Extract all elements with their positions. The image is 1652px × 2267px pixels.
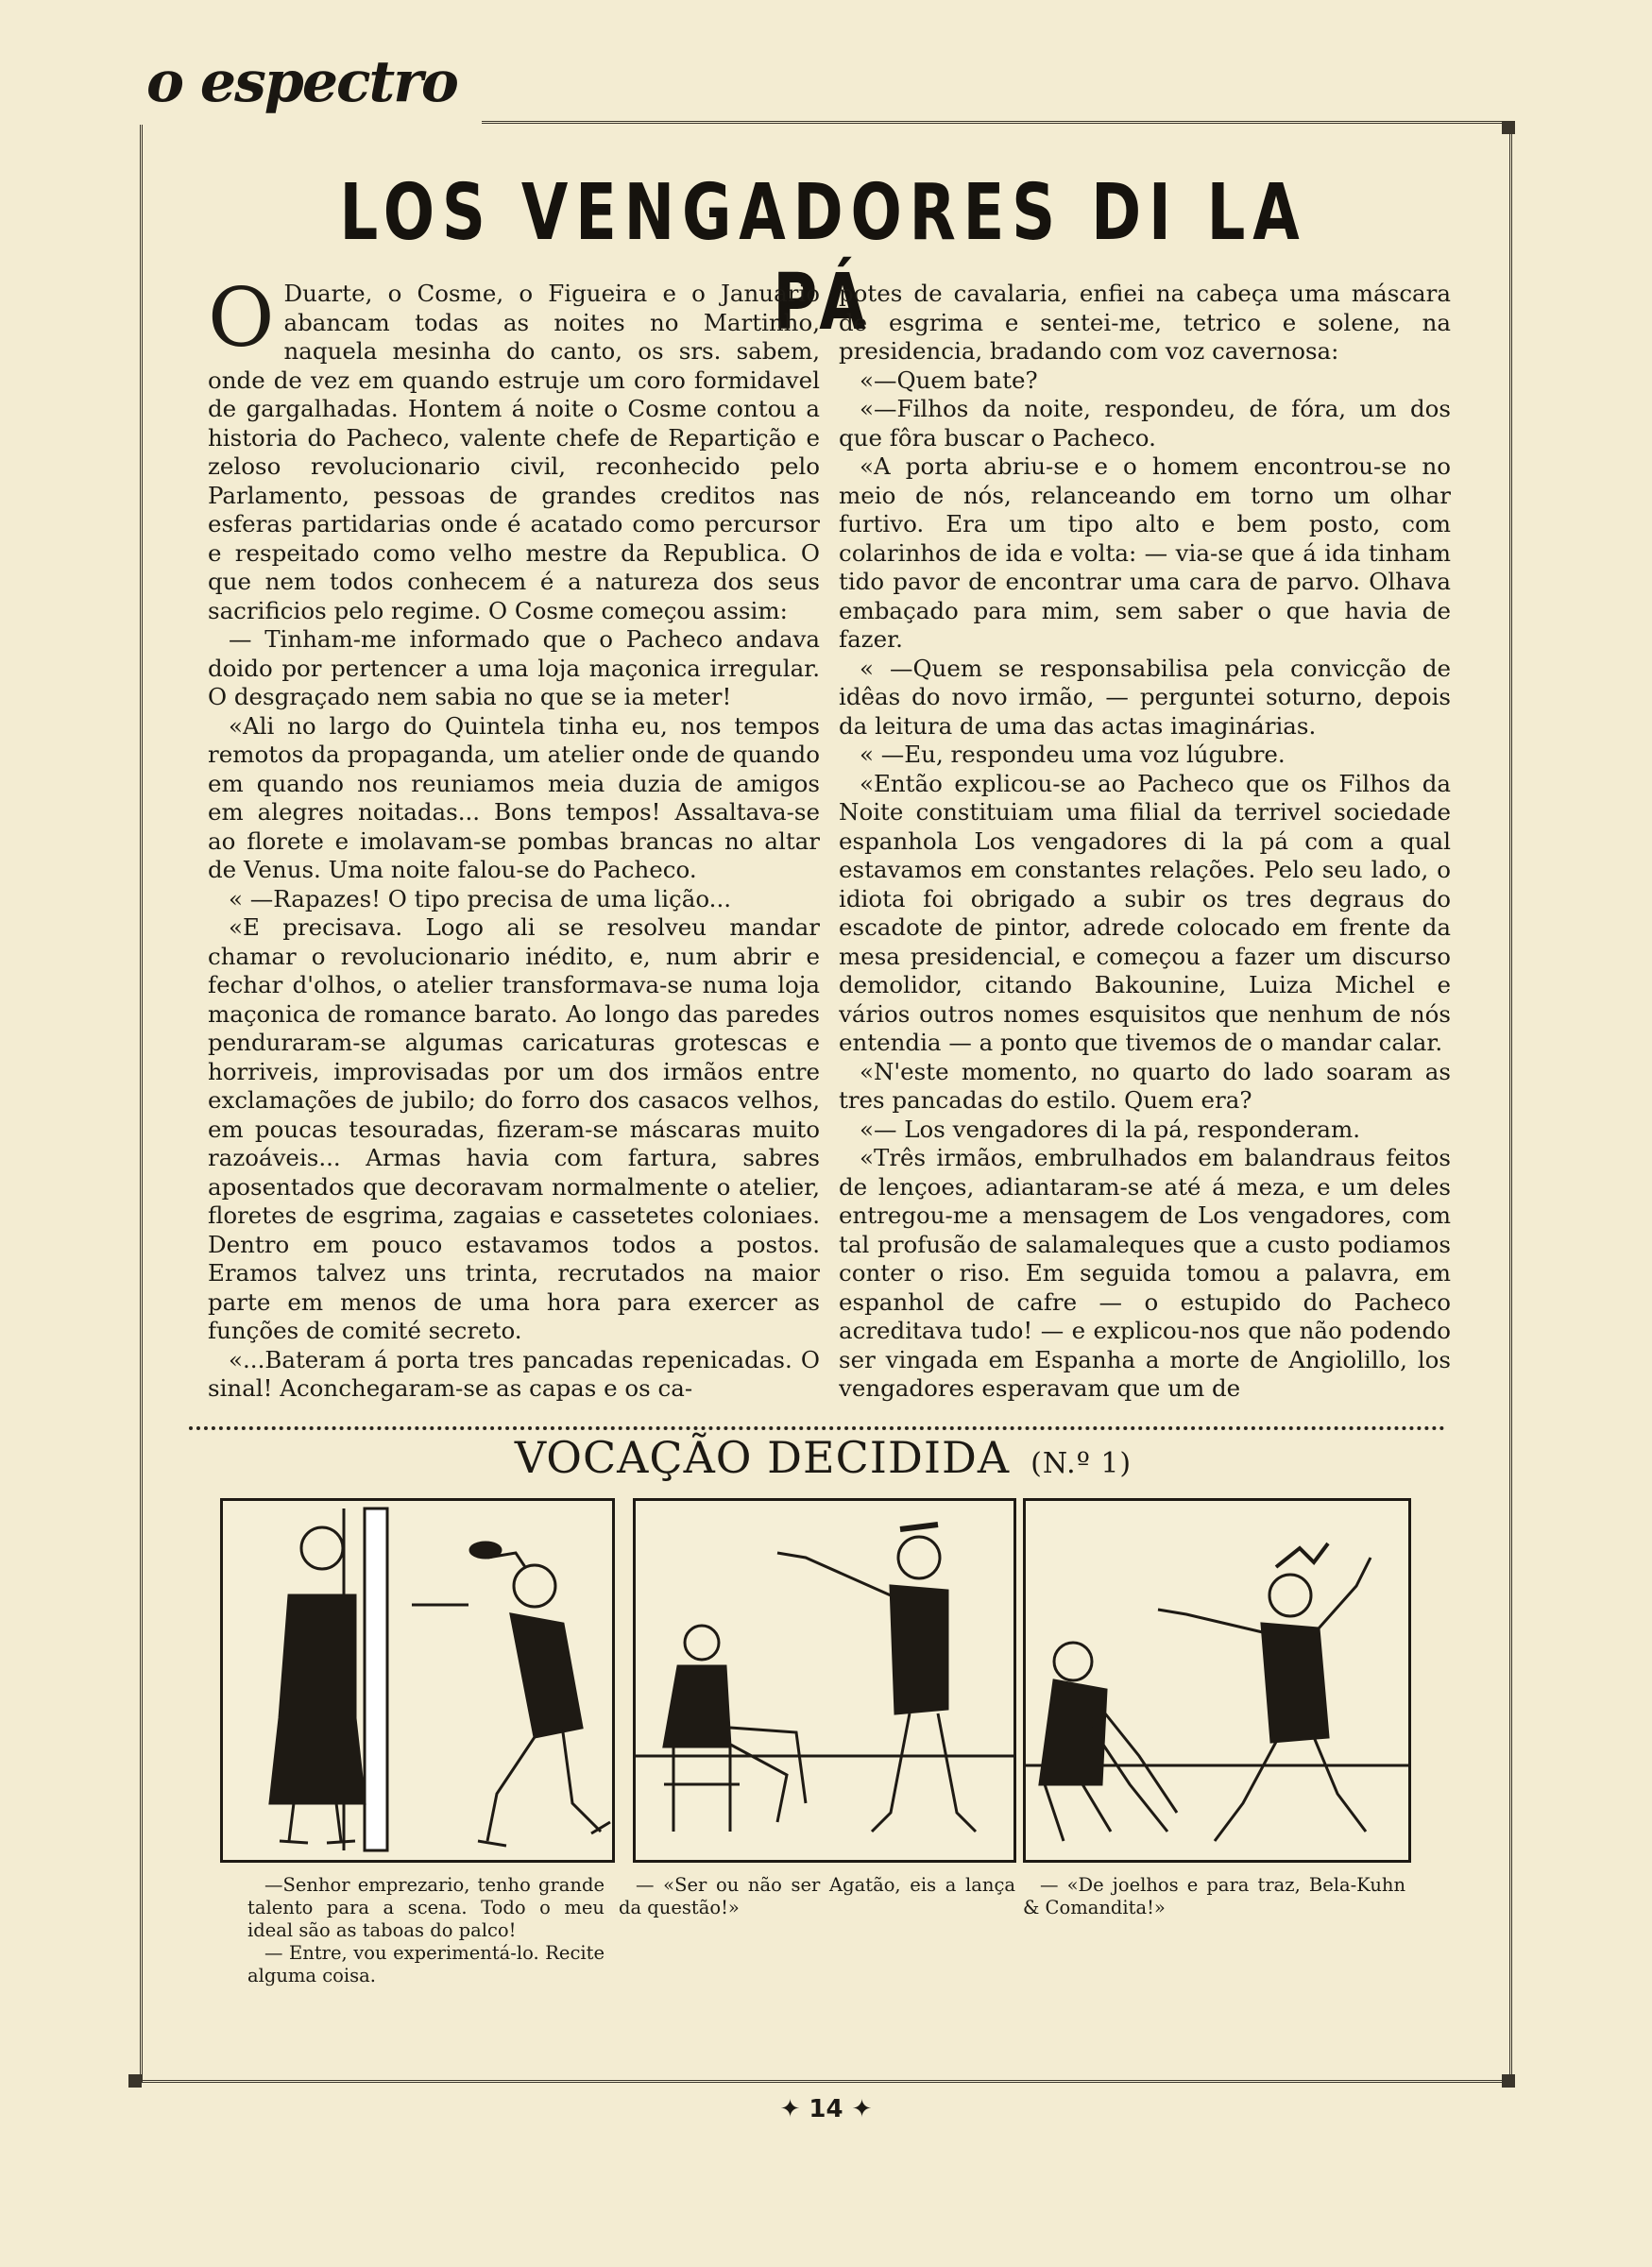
comic-caption-2 bbox=[619, 1874, 1015, 1919]
paragraph: «—Filhos da noite, respondeu, de fóra, um dos que fôra buscar o Pacheco. bbox=[839, 395, 1451, 452]
paragraph: «N'este momento, no quarto do lado soaram as tres pancadas do estilo. Quem era? bbox=[839, 1057, 1451, 1114]
page-number: ✦ 14 ✦ bbox=[779, 2095, 873, 2123]
corner-ornament bbox=[1502, 121, 1515, 134]
article-column-right bbox=[839, 280, 1451, 1413]
comic-number: (N.º 1) bbox=[1030, 1447, 1133, 1480]
section-divider bbox=[189, 1426, 1445, 1430]
comic-illustration bbox=[223, 1501, 612, 1860]
top-rule bbox=[482, 121, 1511, 124]
comic-panel-1 bbox=[220, 1498, 615, 1863]
paragraph: « —Eu, respondeu uma voz lúgubre. bbox=[860, 741, 1286, 768]
paragraph: O Duarte, o Cosme, o Figueira e o Januario abancam todas as noites no Martinho, naquela mesinha do canto, os srs. sabem, onde de vez em quando estruje um coro formidavel de gargalhadas. Hontem á noite o Cosme contou a historia do Pacheco, valente chefe de Repartição e zeloso revolucionario civil, reconhecido pelo Parlamento, pessoas de grandes creditos nas esferas partidarias onde é acatado como percursor e respeitado como velho mestre da Republica. O que nem todos conhecem é a natureza dos seus sacrificios pelo regime. O Cosme começou assim: bbox=[208, 280, 820, 624]
dropcap: O bbox=[208, 280, 275, 366]
comic-panel-2 bbox=[633, 1498, 1016, 1863]
paragraph: «Três irmãos, embrulhados em balandraus feitos de lençoes, adiantaram-se até á meza, e um deles entregou-me a mensagem de Los vengadores, com tal profusão de salamaleques que a custo podiamos conter o riso. Em seguida tomou a palavra, em espanhol de cafre — o estupido do Pacheco acreditava tudo! — e explicou-nos que não podendo ser vingada em Espanha a morte de Angiolillo, los vengadores esperavam que um de bbox=[839, 1144, 1451, 1402]
paragraph: «E precisava. Logo ali se resolveu mandar chamar o revolucionario inédito, e, num abrir e fechar d'olhos, o atelier transformava-se numa loja maçonica de romance barato. Ao longo das paredes penduraram-se algumas caricaturas grotescas e horriveis, improvisadas por um dos irmãos entre exclamações de jubilo; do forro dos casacos velhos, em poucas tesouradas, fizeram-se máscaras muito razoáveis... Armas havia com fartura, sabres aposentados que decoravam normalmente o atelier, floretes de esgrima, zagaias e cassetetes coloniaes. Dentro em pouco estavamos todos a postos. Eramos talvez uns trinta, recrutados na maior parte em menos de uma hora para exercer as funções de comité secreto. bbox=[208, 913, 820, 1344]
comic-title bbox=[140, 1432, 1507, 1483]
caption-line: —Senhor emprezario, tenho grande talento para a scena. Todo o meu ideal são as taboas do palco! bbox=[247, 1874, 605, 1941]
masthead-logo: o espectro bbox=[146, 49, 457, 115]
caption-line: — Entre, vou experimentá-lo. Recite alguma coisa. bbox=[247, 1942, 605, 1986]
comic-illustration bbox=[1026, 1501, 1408, 1860]
comic-illustration bbox=[636, 1501, 1013, 1860]
comic-title-text: VOCAÇÃO DECIDIDA bbox=[514, 1432, 1011, 1483]
paragraph: — Tinham-me informado que o Pacheco andava doido por pertencer a uma loja maçonica irregular. O desgraçado nem sabia no que se ia meter! bbox=[208, 625, 820, 710]
bottom-rule bbox=[140, 2080, 1507, 2083]
paragraph: potes de cavalaria, enfiei na cabeça uma máscara de esgrima e sentei-me, tetrico e solene, na presidencia, bradando com voz cavernosa: bbox=[839, 280, 1451, 365]
paragraph: « —Quem se responsabilisa pela convicção de idêas do novo irmão, — perguntei soturno, depois da leitura de uma das actas imaginárias. bbox=[839, 654, 1451, 740]
paragraph: «— Los vengadores di la pá, responderam. bbox=[860, 1115, 1360, 1143]
paragraph: «Ali no largo do Quintela tinha eu, nos tempos remotos da propaganda, um atelier onde de quando em quando nos reuniamos meia duzia de amigos em alegres noitadas... Bons tempos! Assaltava-se ao florete e imolavam-se pombas brancas no altar de Venus. Uma noite falou-se do Pacheco. bbox=[208, 711, 820, 883]
article-column-left bbox=[208, 280, 820, 1413]
paragraph: «...Bateram á porta tres pancadas repenicadas. O sinal! Aconchegaram-se as capas e os ca- bbox=[208, 1345, 820, 1402]
article-title: LOS VENGADORES DI LA PÁ bbox=[339, 168, 1307, 348]
comic-caption-3 bbox=[1023, 1874, 1405, 1919]
paragraph: « —Rapazes! O tipo precisa de uma lição... bbox=[229, 884, 732, 912]
paragraph: «—Quem bate? bbox=[860, 366, 1038, 394]
paragraph: «Então explicou-se ao Pacheco que os Filhos da Noite constituiam uma filial da terrivel sociedade espanhola Los vengadores di la pá com a qual estavamos em constantes relações. Pelo seu lado, o idiota foi obrigado a subir os tres degraus do escadote de pintor, adrede colocado em frente da mesa presidencial, e começou a fazer um discurso demolidor, citando Bakounine, Luiza Michel e vários outros nomes esquisitos que nenhum de nós entendia — a ponto que tivemos de o mandar calar. bbox=[839, 769, 1451, 1056]
comic-caption-1 bbox=[247, 1874, 605, 1987]
comic-panel-3 bbox=[1023, 1498, 1411, 1863]
caption-line: — «Ser ou não ser Agatão, eis a lança da questão!» bbox=[619, 1874, 1015, 1918]
caption-line: — «De joelhos e para traz, Bela-Kuhn & Comandita!» bbox=[1023, 1874, 1405, 1918]
paragraph: «A porta abriu-se e o homem encontrou-se no meio de nós, relanceando em torno um olhar furtivo. Era um tipo alto e bem posto, com colarinhos de ida e volta: — via-se que á ida tinham tido pavor de encontrar uma cara de parvo. Olhava embaçado para mim, sem saber o que havia de fazer. bbox=[839, 452, 1451, 653]
